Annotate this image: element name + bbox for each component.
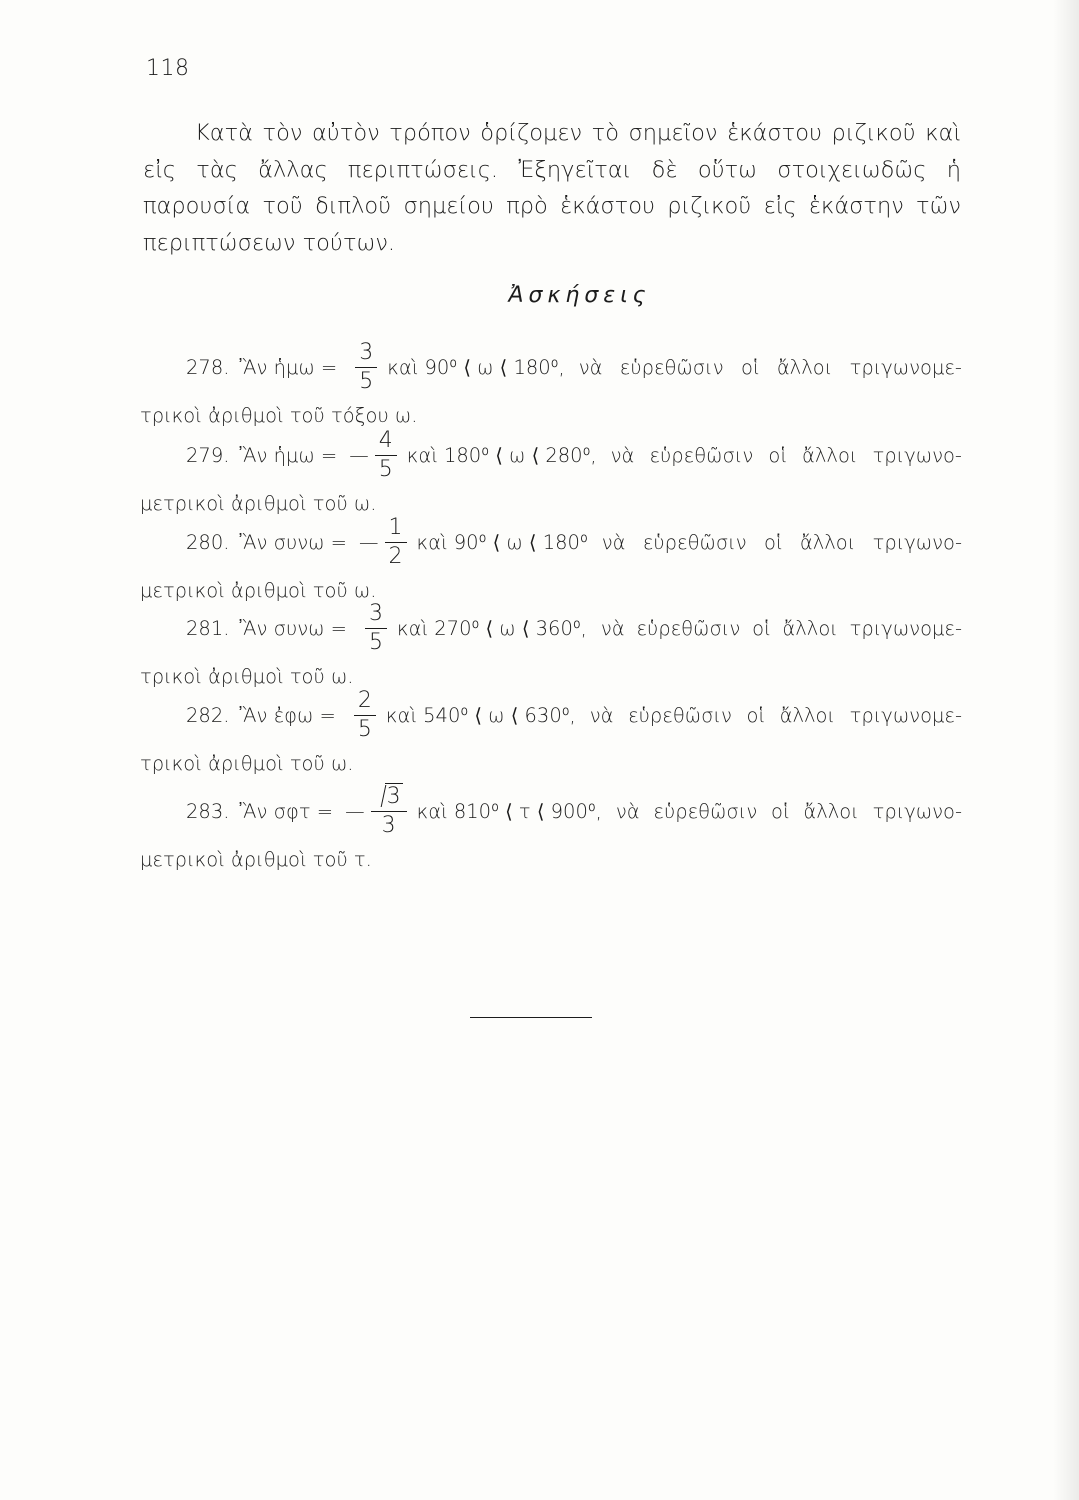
- exercise-lhs: Ἂν συνω =: [239, 530, 348, 554]
- fraction-numerator: 2: [354, 687, 376, 716]
- word: οἱ: [752, 616, 771, 640]
- exercise-lhs: Ἂν ἡμω =: [239, 355, 338, 379]
- section-end-rule: [470, 1017, 592, 1018]
- exercise-number: 282.: [186, 703, 230, 727]
- exercise-continuation: τρικοὶ ἀριθμοὶ τοῦ ω.: [140, 665, 354, 688]
- exercise-number: 278.: [186, 355, 230, 379]
- exercise-number: 280.: [186, 530, 230, 554]
- fraction-numerator: 3: [365, 600, 387, 629]
- word: νὰ: [600, 616, 625, 640]
- word: ἄλλοι: [779, 703, 836, 727]
- exercise-282: [140, 680, 962, 776]
- word: εὑρεθῶσιν: [636, 616, 741, 640]
- exercise-sign: —: [359, 530, 379, 554]
- intro-text: Κατὰ τὸν αὐτὸν τρόπον ὁρίζομεν τὸ σημεῖον ἑκάστου ριζικοῦ καὶ εἰς τὰς ἄλλας περιπτώσεις. Ἐξηγεῖται δὲ οὕτω στοιχειωδῶς ἡ παρουσία τοῦ διπλοῦ σημείου πρὸ ἑκάστου ριζικοῦ εἰς ἑκάστην τῶν περιπτώσεων τούτων.: [143, 120, 961, 256]
- word: νὰ: [615, 799, 640, 823]
- word: οἱ: [746, 703, 766, 727]
- exercise-condition: καὶ 270⁰ ⟨ ω ⟨ 360⁰,: [397, 616, 587, 640]
- word: οἱ: [771, 799, 790, 823]
- fraction-numerator: 4: [375, 427, 397, 456]
- exercise-lhs: Ἂν ἐφω =: [239, 703, 336, 727]
- word: ἄλλοι: [782, 616, 838, 640]
- exercise-281: [140, 593, 962, 689]
- exercise-lhs: Ἂν συνω =: [239, 616, 348, 640]
- exercise-number: 283.: [186, 799, 230, 823]
- exercise-continuation: τρικοὶ ἀριθμοὶ τοῦ ω.: [140, 752, 354, 775]
- exercise-rest: [579, 356, 962, 379]
- word: ἄλλοι: [799, 530, 856, 554]
- exercise-278: [140, 332, 962, 428]
- exercise-rest: [611, 444, 962, 467]
- word: τριγωνομε-: [849, 355, 962, 379]
- exercises-heading: Ἀσκήσεις: [508, 283, 651, 308]
- exercise-lhs: Ἂν ἡμω =: [239, 443, 338, 467]
- exercise-condition: καὶ 540⁰ ⟨ ω ⟨ 630⁰,: [385, 703, 576, 727]
- exercise-280: [140, 507, 962, 603]
- fraction-denominator: 3: [381, 812, 396, 838]
- word: τριγωνο-: [872, 443, 962, 467]
- word: νὰ: [578, 355, 603, 379]
- word: ἄλλοι: [776, 355, 833, 379]
- word: νὰ: [610, 443, 635, 467]
- fraction-numerator: [371, 783, 407, 812]
- word: ἄλλοι: [802, 443, 858, 467]
- exercise-279: [140, 420, 962, 516]
- word: τριγωνομε-: [849, 616, 962, 640]
- word: τριγωνο-: [872, 799, 962, 823]
- fraction-numerator: 3: [355, 339, 377, 368]
- word: τριγωνο-: [872, 530, 962, 554]
- intro-paragraph: [143, 115, 961, 261]
- word: οἱ: [763, 530, 783, 554]
- fraction-numerator: 1: [385, 514, 407, 543]
- radicand: 3: [386, 783, 401, 809]
- word: εὑρεθῶσιν: [619, 355, 724, 379]
- fraction: [385, 514, 407, 571]
- fraction: [375, 427, 397, 484]
- exercise-rest: [616, 800, 962, 823]
- exercise-sign: —: [345, 799, 365, 823]
- word: τριγωνομε-: [849, 703, 962, 727]
- exercise-condition: καὶ 180⁰ ⟨ ω ⟨ 280⁰,: [406, 443, 597, 467]
- exercise-number: 279.: [186, 443, 230, 467]
- exercise-condition: καὶ 810⁰ ⟨ τ ⟨ 900⁰,: [416, 799, 602, 823]
- word: εὑρεθῶσιν: [628, 703, 732, 727]
- word: εὑρεθῶσιν: [653, 799, 758, 823]
- exercise-continuation: τρικοὶ ἀριθμοὶ τοῦ τόξου ω.: [140, 404, 418, 427]
- fraction: [355, 339, 377, 396]
- exercise-sign: —: [349, 443, 369, 467]
- page-edge-shadow: [1053, 0, 1079, 1500]
- exercise-continuation: μετρικοὶ ἀριθμοὶ τοῦ τ.: [140, 848, 372, 871]
- fraction: [371, 783, 407, 840]
- fraction-denominator: 2: [388, 543, 403, 569]
- word: εὑρεθῶσιν: [642, 530, 747, 554]
- fraction-denominator: 5: [359, 368, 374, 394]
- fraction: [354, 687, 376, 744]
- word: ἄλλοι: [803, 799, 859, 823]
- exercise-lhs: Ἂν σφτ =: [239, 799, 334, 823]
- exercise-rest: [601, 617, 962, 640]
- fraction-denominator: 5: [357, 716, 372, 742]
- square-root-icon: [375, 783, 403, 811]
- exercise-283: [140, 776, 962, 872]
- word: οἱ: [740, 355, 760, 379]
- page-number: 118: [146, 56, 190, 81]
- fraction-denominator: 5: [378, 456, 393, 482]
- word: νὰ: [601, 530, 626, 554]
- exercise-rest: [602, 531, 962, 554]
- exercise-continuation: μετρικοὶ ἀριθμοὶ τοῦ ω.: [140, 492, 377, 515]
- exercise-continuation: μετρικοὶ ἀριθμοὶ τοῦ ω.: [140, 579, 377, 602]
- exercise-rest: [590, 704, 962, 727]
- fraction: [365, 600, 387, 657]
- word: οἱ: [768, 443, 787, 467]
- fraction-denominator: 5: [369, 629, 384, 655]
- exercise-number: 281.: [186, 616, 230, 640]
- exercise-condition: καὶ 90⁰ ⟨ ω ⟨ 180⁰,: [387, 355, 565, 379]
- word: νὰ: [589, 703, 614, 727]
- word: εὑρεθῶσιν: [649, 443, 754, 467]
- exercise-condition: καὶ 90⁰ ⟨ ω ⟨ 180⁰: [416, 530, 588, 554]
